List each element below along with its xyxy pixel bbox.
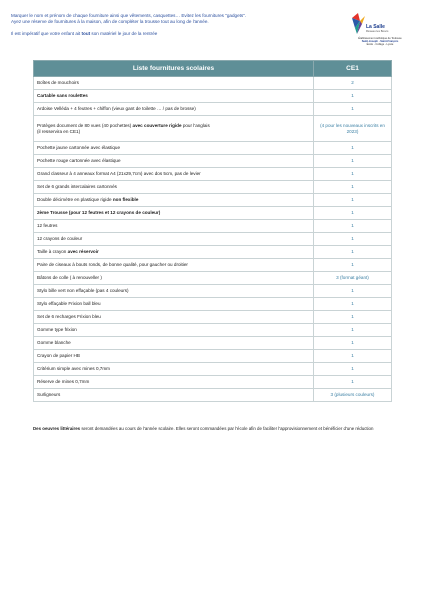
table-row	[34, 168, 392, 181]
quantity-cell: 1	[314, 324, 392, 337]
item-cell: Set de 6 recharges Frixion bleu	[34, 311, 314, 324]
quantity-cell: 1	[314, 181, 392, 194]
item-cell: Bâtons de colle ( à renouveller )	[34, 272, 314, 285]
table-row	[34, 142, 392, 155]
item-cell: 12 crayons de couleur	[34, 233, 314, 246]
quantity-cell: 1	[314, 103, 392, 116]
logo-caption-line-3: École - Collège - Lycée	[366, 43, 394, 47]
logo-brand-name: La Salle	[366, 24, 385, 30]
quantity-cell: 2	[314, 77, 392, 90]
item-text: pour l'anglais	[181, 122, 210, 128]
table-row	[34, 220, 392, 233]
table-row	[34, 233, 392, 246]
item-cell: Critérium simple avec mines 0,7mm	[34, 363, 314, 376]
header-class-column: CE1	[314, 61, 392, 77]
item-text-note: (il resservira en CE1)	[37, 128, 81, 134]
star-logo-icon	[350, 12, 366, 36]
quantity-cell: 1	[314, 285, 392, 298]
logo-caption-line-2: Saint-Joseph · Saint-François	[361, 40, 399, 44]
table-row	[34, 311, 392, 324]
intro-line-2: Ayez une réserve de fournitures à la maison, afin de compléter la trousse tout au long de l'année.	[11, 19, 209, 25]
item-cell	[34, 116, 314, 142]
header-item-column: Liste fournitures scolaires	[34, 61, 314, 77]
item-cell: Set de 6 grands intercalaires cartonnés	[34, 181, 314, 194]
item-cell: Pochette rouge cartonnée avec élastique	[34, 155, 314, 168]
quantity-cell: 1	[314, 220, 392, 233]
item-cell: Gomme blanche	[34, 337, 314, 350]
quantity-cell: 1	[314, 233, 392, 246]
footnote-bold: Des oeuvres littéraires	[33, 426, 81, 431]
table-row	[34, 246, 392, 259]
quantity-cell: 1	[314, 337, 392, 350]
item-cell: Grand classeur à 4 anneaux format A4 (21x29,7cm) avec dos 5cm, pas de levier	[34, 168, 314, 181]
table-row	[34, 324, 392, 337]
table-row	[34, 155, 392, 168]
item-cell: Surligneurs	[34, 389, 314, 402]
item-text: Protèges document de 80 vues (40 pochettes)	[37, 122, 133, 128]
table-header-row	[34, 61, 392, 77]
intro-line-3-end: son matériel le jour de la rentrée	[90, 31, 158, 37]
quantity-cell: 1	[314, 259, 392, 272]
table-row	[34, 298, 392, 311]
quantity-cell: 1	[314, 155, 392, 168]
intro-line-3-start: Il est impératif que votre enfant ait	[11, 31, 82, 37]
table-row	[34, 272, 392, 285]
quantity-cell: 1	[314, 298, 392, 311]
table-row	[34, 116, 392, 142]
intro-line-3-bold: tout	[81, 31, 91, 37]
quantity-cell: 3 (plusieurs couleurs)	[314, 389, 392, 402]
item-cell: 2ème Trousse (pour 12 feutres et 12 crayons de couleur)	[34, 207, 314, 220]
table-row	[34, 389, 392, 402]
table-row	[34, 285, 392, 298]
item-text: Double décimètre en plastique rigide	[37, 197, 113, 203]
quantity-cell: 3 (format géant)	[314, 272, 392, 285]
logo-caption-line-1: Établissement catholique de Toulouse	[358, 37, 402, 40]
school-logo	[344, 10, 414, 48]
supplies-table	[33, 60, 392, 402]
table-row	[34, 194, 392, 207]
quantity-cell: 1	[314, 311, 392, 324]
table-row	[34, 363, 392, 376]
quantity-cell: 1	[314, 90, 392, 103]
table-row	[34, 376, 392, 389]
item-text-bold: avec réservoir	[67, 249, 99, 255]
quantity-cell: 1	[314, 168, 392, 181]
table-row	[34, 337, 392, 350]
item-cell: Gomme type frixion	[34, 324, 314, 337]
logo-caption	[348, 37, 412, 47]
item-cell: 12 feutres	[34, 220, 314, 233]
logo-brand-sub: Réseau les Boscs	[366, 29, 389, 33]
table-row	[34, 90, 392, 103]
item-text-bold: non flexible	[112, 197, 139, 203]
item-cell: Ardoise Velléda + 4 feutres + chiffon (vieux gant de toilette … / pas de brosse)	[34, 103, 314, 116]
logo-brand	[366, 24, 388, 34]
quantity-cell: 1	[314, 363, 392, 376]
table-row	[34, 181, 392, 194]
table-row	[34, 77, 392, 90]
quantity-cell: (4 pour les nouveaux inscrits en 2023)	[314, 116, 392, 142]
item-cell: Cartable sans roulettes	[34, 90, 314, 103]
item-text: Taille à crayon	[37, 249, 68, 255]
quantity-cell: 1	[314, 142, 392, 155]
table-row	[34, 350, 392, 363]
footnote	[33, 426, 391, 432]
item-cell	[34, 194, 314, 207]
intro-line-1: Marquer le nom et prénom de chaque fourniture ainsi que vêtements, casquettes… Evitez les fournitures "gadgets".	[11, 13, 247, 18]
item-cell: Pochette jaune cartonnée avec élastique	[34, 142, 314, 155]
item-cell: Boîtes de mouchoirs	[34, 77, 314, 90]
table-row	[34, 207, 392, 220]
intro-text	[11, 13, 311, 38]
item-cell: Paire de ciseaux à bouts ronds, de bonne qualité, pour gaucher ou droitier	[34, 259, 314, 272]
item-text-bold: avec couverture rigide	[132, 122, 182, 128]
item-cell: Stylo effaçable Frixion ball bleu	[34, 298, 314, 311]
quantity-cell: 1	[314, 246, 392, 259]
footnote-text: seront demandées au cours de l'année scolaire. Elles seront commandées par l'école afin de faciliter l'approvisionnement et bénéficier d'une réduction	[80, 426, 374, 431]
item-cell: Stylo bille vert non effaçable (pas 4 couleurs)	[34, 285, 314, 298]
intro-line-3	[11, 31, 311, 37]
table-row	[34, 259, 392, 272]
item-cell	[34, 246, 314, 259]
item-cell: Crayon de papier HB	[34, 350, 314, 363]
item-cell: Réserve de mines 0,7mm	[34, 376, 314, 389]
quantity-cell: 1	[314, 376, 392, 389]
table-row	[34, 103, 392, 116]
quantity-cell: 1	[314, 194, 392, 207]
quantity-cell: 1	[314, 207, 392, 220]
quantity-cell: 1	[314, 350, 392, 363]
